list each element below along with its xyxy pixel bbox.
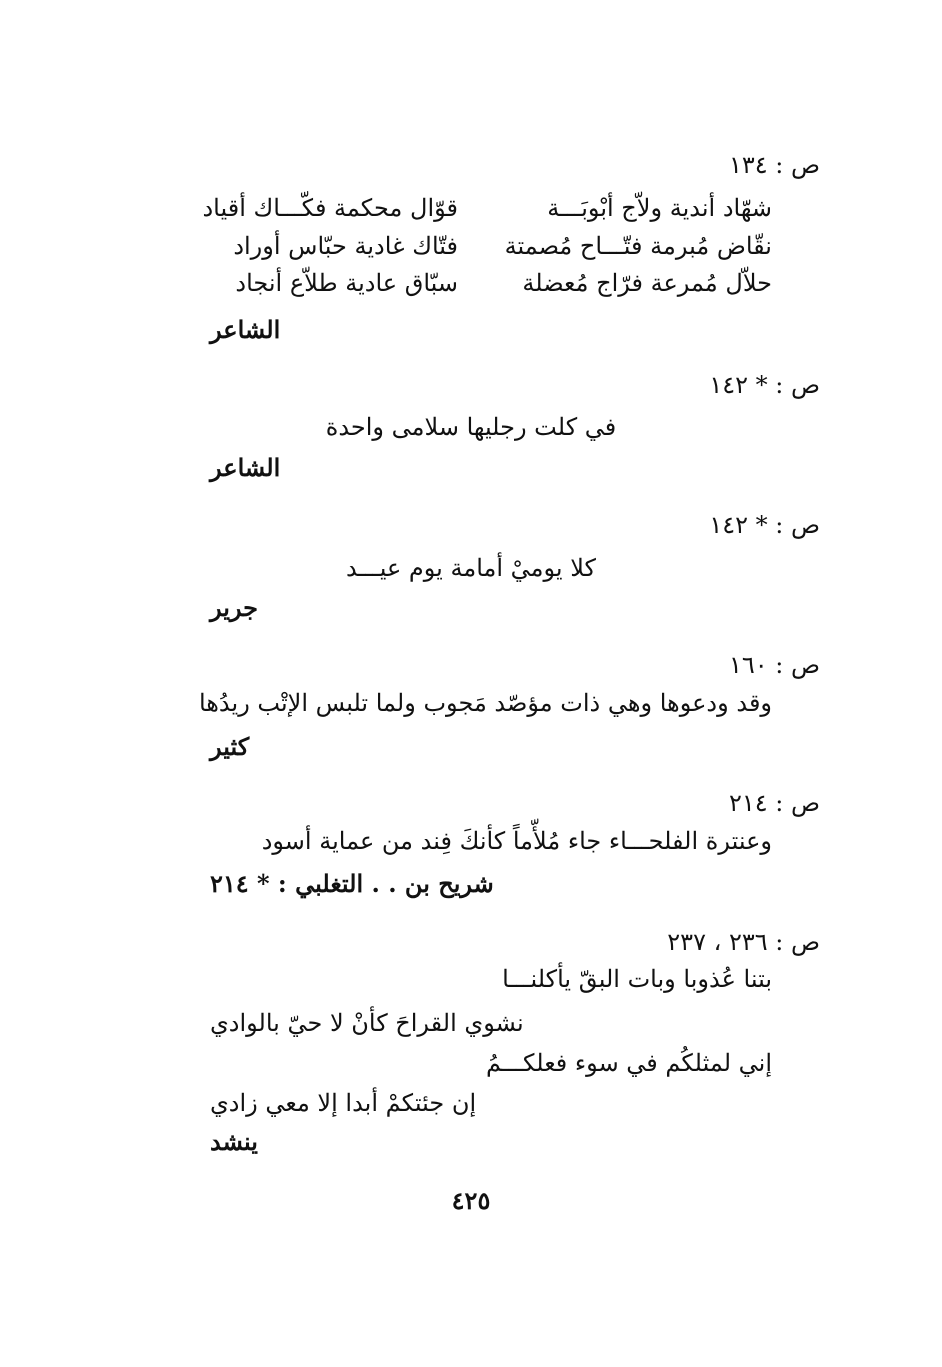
- verse-2-first-hemistich: نقّاض مُبرمة فتّـــاح مُصمتة: [504, 232, 772, 260]
- verse-1-second-hemistich: قوّال محكمة فكّـــاك أقياد: [202, 194, 458, 222]
- entry-2-reference: ص : * ١٤٢: [709, 371, 820, 399]
- entry-5-verse: وعنترة الفلحـــاء جاء مُلأّماً كأنكَ فِند من عماية أسود: [261, 827, 772, 855]
- entry-2-verse: في كلت رجليها سلامى واحدة: [325, 413, 617, 441]
- entry-1-poet: الشاعر: [210, 315, 281, 344]
- verse-3-second-hemistich: سبّاق عادية طلاّع أنجاد: [235, 269, 458, 297]
- entry-5-poet: شريح بن . . التغلبي : * ٢١٤: [210, 869, 494, 898]
- verse-3-first-hemistich: حلاّل مُمرعة فرّاج مُعضلة: [522, 269, 772, 297]
- entry-3-reference: ص : * ١٤٢: [709, 511, 820, 539]
- entry-4-reference: ص : ١٦٠: [728, 651, 820, 679]
- page-number: ٤٢٥: [451, 1186, 491, 1215]
- entry-3-verse: كلا يوميْ أمامة يوم عيـــد: [346, 554, 596, 582]
- entry-4-poet: كثير: [210, 732, 250, 761]
- entry-2-poet: الشاعر: [210, 453, 281, 482]
- entry-4-verse: وقد ودعوها وهي ذات مؤصّد مَجوب ولما تلبس الإتْب ريدُها: [198, 689, 772, 717]
- verse-2-second-hemistich: فتّاك غادية حبّاس أوراد: [233, 232, 458, 260]
- entry-5-reference: ص : ٢١٤: [728, 789, 820, 817]
- entry-6-line-4: إن جئتكمْ أبدا إلا معي زادي: [210, 1089, 477, 1117]
- entry-6-line-1: بتنا عُذوبا وبات البقّ يأكلنـــا: [502, 965, 772, 993]
- entry-6-line-3: إني لمثلكُم في سوء فعلكـــمُ: [485, 1049, 772, 1077]
- verse-1-first-hemistich: شهّاد أندية ولاّج أبْوبَـــة: [547, 194, 772, 222]
- entry-6-line-2: نشوي القراحَ كأنْ لا حيّ بالوادي: [210, 1009, 524, 1037]
- entry-6-reference: ص : ٢٣٦ ، ٢٣٧: [667, 928, 820, 956]
- entry-3-poet: جرير: [210, 593, 258, 622]
- entry-1-reference: ص : ١٣٤: [728, 151, 820, 179]
- entry-6-poet: ينشد: [210, 1127, 258, 1156]
